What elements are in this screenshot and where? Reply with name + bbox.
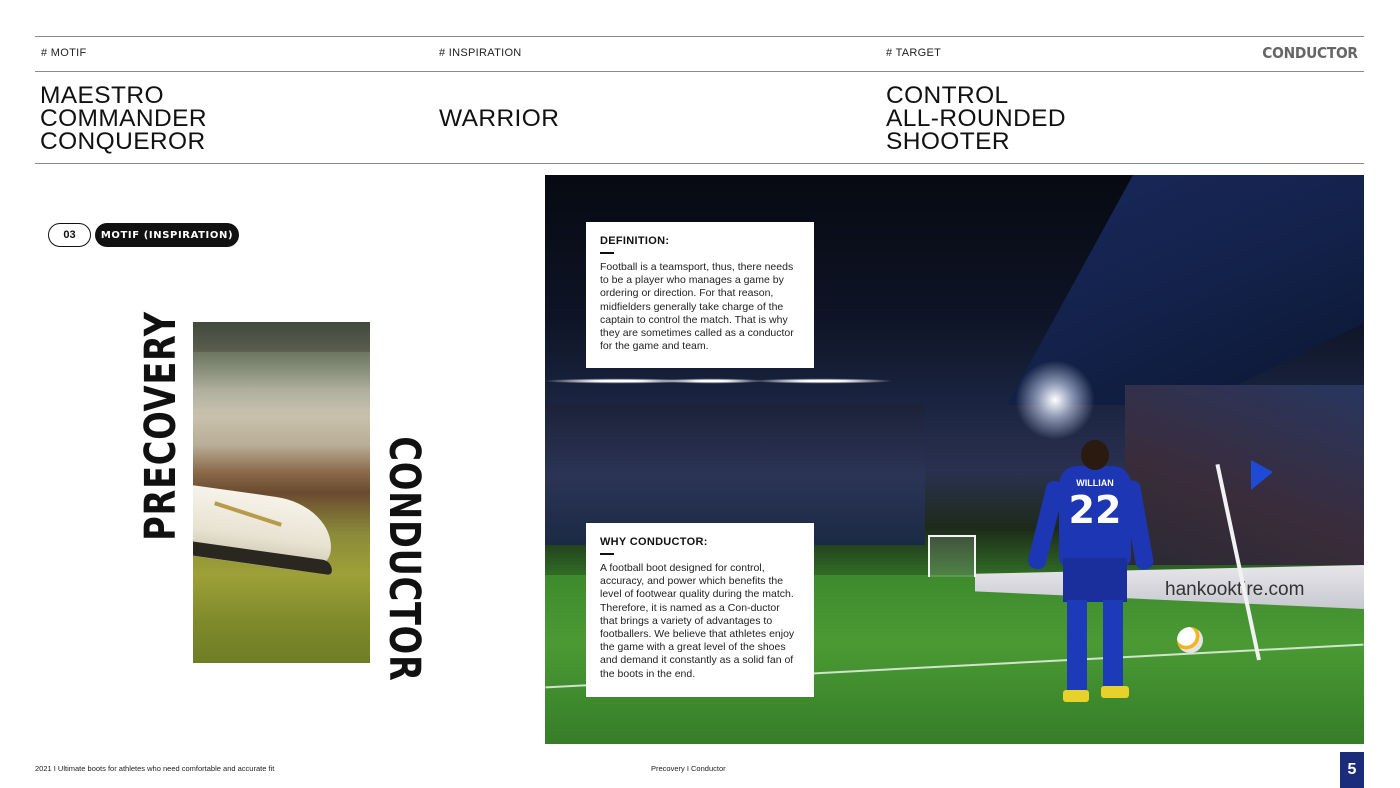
football — [1177, 627, 1203, 653]
top-rule — [35, 36, 1364, 37]
player-number: 22 — [1068, 488, 1122, 532]
target-keywords — [886, 84, 1066, 153]
heading-dash — [600, 553, 614, 555]
board-text: hankooktire.com — [1165, 579, 1305, 600]
goal — [928, 535, 976, 577]
keyword: COMMANDER — [40, 105, 207, 132]
keyword: ALL-ROUNDED — [886, 105, 1067, 132]
player-head — [1081, 440, 1109, 470]
player — [1037, 440, 1147, 710]
stand-right — [1125, 385, 1364, 565]
stadium-roof — [965, 175, 1364, 405]
player-leg — [1103, 600, 1123, 696]
why-heading: WHY CONDUCTOR: — [600, 536, 708, 548]
player-shorts — [1063, 558, 1127, 602]
keywords-rule — [35, 163, 1364, 164]
why-conductor-box — [586, 523, 814, 697]
keyword: CONTROL — [886, 82, 1009, 109]
boot-photo — [193, 322, 370, 663]
heading-dash — [600, 252, 614, 254]
floodlights — [545, 371, 915, 391]
page-number-badge: 5 — [1340, 752, 1364, 788]
definition-body: Football is a teamsport, thus, there needs to be a player who manages a game by ordering or direction. For that reason, midfielders generally take charge of the captain to control the match. That is why they are sometimes called as a conductor for the game and team. — [600, 261, 794, 353]
why-body: A football boot designed for control, accuracy, and power which benefits the level of footwear quality during the match. Therefore, it is named as a Con-ductor that brings a variety of advantages to footballers. We believe that athletes enjoy the game with a great level of the shoes and demand it constantly as a solid fan of the boots in the end. — [600, 562, 795, 680]
player-boot — [1101, 686, 1129, 698]
photo-background-blur — [193, 352, 370, 412]
motif-label: # MOTIF — [41, 47, 87, 59]
keyword: MAESTRO — [40, 82, 164, 109]
brand-logo: CONDUCTOR — [1262, 44, 1358, 62]
player-name: WILLIAN — [1076, 478, 1114, 488]
player-boot — [1063, 690, 1089, 702]
player-leg — [1067, 600, 1087, 696]
vertical-title-text: PRECOVERY — [136, 311, 186, 541]
inspiration-keyword: WARRIOR — [439, 105, 560, 132]
keyword: CONQUEROR — [40, 128, 206, 155]
target-label: # TARGET — [886, 47, 942, 59]
motif-keywords — [40, 84, 207, 153]
vertical-title-conductor — [379, 436, 429, 682]
definition-heading: DEFINITION: — [600, 235, 670, 247]
footer-center-text: Precovery I Conductor — [651, 764, 726, 773]
footer-left-text: 2021 I Ultimate boots for athletes who need comfortable and accurate fit — [35, 764, 275, 773]
vertical-title-precovery — [136, 311, 186, 541]
vertical-title-text: CONDUCTOR — [379, 436, 429, 682]
inspiration-label: # INSPIRATION — [439, 47, 522, 59]
section-number-badge: 03 — [48, 223, 91, 247]
header-rule — [35, 71, 1364, 72]
section-title-badge: MOTIF (INSPIRATION) — [95, 223, 239, 247]
keyword: SHOOTER — [886, 128, 1010, 155]
definition-box — [586, 222, 814, 368]
light-flare — [1015, 360, 1095, 440]
